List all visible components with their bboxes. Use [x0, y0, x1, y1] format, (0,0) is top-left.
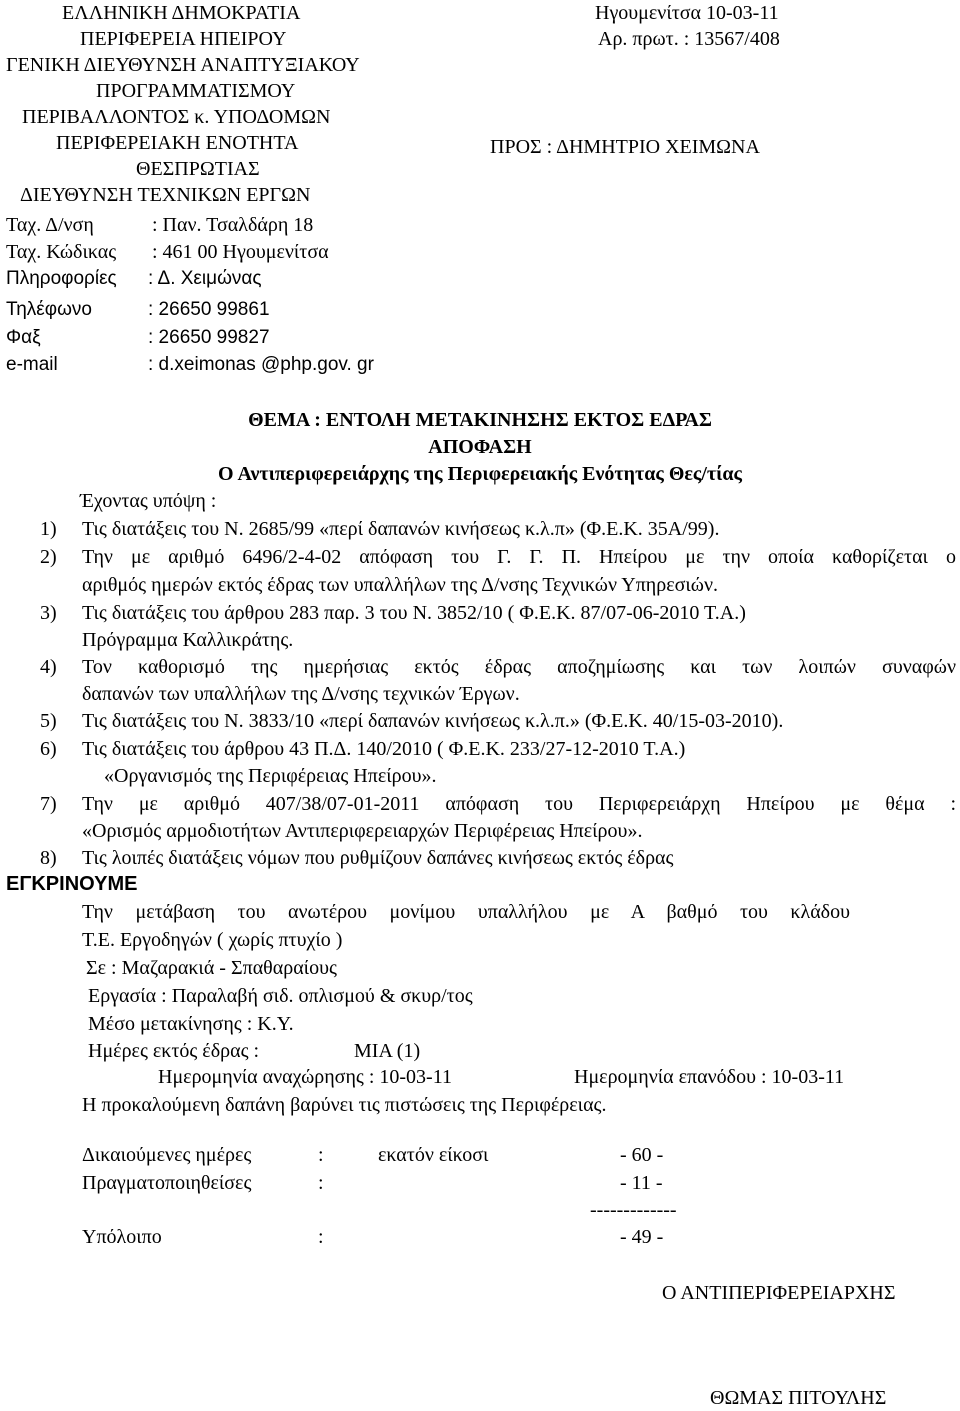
document-date: Ηγουμενίτσα 10-03-11 [595, 2, 779, 24]
contact-value: : 26650 99861 [148, 299, 270, 320]
decision-heading: ΑΠΟΦΑΣΗ [428, 436, 532, 458]
approve-heading: ΕΓΚΡΙΝΟΥΜΕ [6, 873, 138, 895]
contact-value: : Δ. Χειμώνας [148, 268, 262, 289]
item-number: 1) [40, 518, 57, 540]
item-number: 2) [40, 546, 57, 568]
remaining-days-value: - 49 - [620, 1226, 664, 1248]
tally-colon: : [318, 1226, 324, 1248]
days-away-label: Ημέρες εκτός έδρας : [88, 1040, 260, 1062]
item-number: 8) [40, 847, 57, 869]
tally-separator: ------------- [590, 1199, 677, 1221]
issuer-title: Ο Αντιπεριφερειάρχης της Περιφερειακής Ενότητας Θες/τίας [218, 463, 742, 485]
item-number: 6) [40, 738, 57, 760]
work-description: Εργασία : Παραλαβή σιδ. οπλισμού & σκυρ/τος [88, 985, 473, 1007]
approval-text: Τ.Ε. Εργοδηγών ( χωρίς πτυχίο ) [82, 929, 343, 951]
return-date: Ημερομηνία επανόδου : 10-03-11 [574, 1066, 845, 1088]
list-item: Τις διατάξεις του άρθρου 43 Π.Δ. 140/2010 ( Φ.Ε.Κ. 233/27-12-2010 Τ.Α.) [82, 738, 686, 760]
cost-note: Η προκαλούμενη δαπάνη βαρύνει τις πιστώσεις της Περιφέρειας. [82, 1094, 607, 1116]
issuer-line: ΔΙΕΥΘΥΝΣΗ ΤΕΧΝΙΚΩΝ ΕΡΓΩΝ [20, 184, 311, 206]
days-away-value: ΜΙΑ (1) [354, 1040, 421, 1062]
list-item: Την με αριθμό 6496/2-4-02 απόφαση του Γ. Γ. Π. Ηπείρου με την οποία καθορίζεται ο [82, 546, 956, 568]
considering-label: Έχοντας υπόψη : [80, 490, 217, 512]
issuer-line: ΓΕΝΙΚΗ ΔΙΕΥΘΥΝΣΗ ΑΝΑΠΤΥΞΙΑΚΟΥ [6, 54, 360, 76]
destination: Σε : Μαζαρακιά - Σπαθαραίους [86, 957, 337, 979]
signatory-title: Ο ΑΝΤΙΠΕΡΙΦΕΡΕΙΑΡΧΗΣ [662, 1282, 896, 1304]
contact-value: : 26650 99827 [148, 327, 270, 348]
approval-text: Την μετάβαση του ανωτέρου μονίμου υπαλλήλου με Α βαθμό του κλάδου [82, 901, 850, 923]
issuer-line: ΠΕΡΙΦΕΡΕΙΑΚΗ ΕΝΟΤΗΤΑ [56, 132, 299, 154]
list-item-continuation: Πρόγραμμα Καλλικράτης. [82, 629, 294, 651]
completed-days-value: - 11 - [620, 1172, 663, 1194]
list-item: Την με αριθμό 407/38/07-01-2011 απόφαση του Περιφερειάρχη Ηπείρου με θέμα : [82, 793, 956, 815]
remaining-days-label: Υπόλοιπο [82, 1226, 162, 1248]
issuer-line: ΠΡΟΓΡΑΜΜΑΤΙΣΜΟΥ [96, 80, 296, 102]
list-item-continuation: «Οργανισμός της Περιφέρειας Ηπείρου». [104, 765, 437, 787]
item-number: 4) [40, 656, 57, 678]
list-item: Τις διατάξεις του Ν. 3833/10 «περί δαπανών κινήσεως κ.λ.π.» (Φ.Ε.Κ. 40/15-03-2010). [82, 710, 784, 732]
departure-date: Ημερομηνία αναχώρησης : 10-03-11 [158, 1066, 452, 1088]
contact-label: Ταχ. Δ/νση [6, 214, 94, 236]
list-item-continuation: «Ορισμός αρμοδιοτήτων Αντιπεριφερειαρχών Περιφέρειας Ηπείρου». [82, 820, 643, 842]
justified-days-label: Δικαιούμενες ημέρες [82, 1144, 252, 1166]
contact-value: : d.xeimonas @php.gov. gr [148, 354, 374, 375]
list-item-continuation: δαπανών των υπαλλήλων της Δ/νσης τεχνικών Έργων. [82, 683, 520, 705]
item-number: 3) [40, 602, 57, 624]
justified-days-value: - 60 - [620, 1144, 664, 1166]
contact-label: Τηλέφωνο [6, 299, 92, 320]
item-number: 5) [40, 710, 57, 732]
protocol-number: Αρ. πρωτ. : 13567/408 [598, 28, 780, 50]
signatory-name: ΘΩΜΑΣ ΠΙΤΟΥΛΗΣ [710, 1387, 887, 1409]
contact-label: Πληροφορίες [6, 268, 117, 289]
list-item: Τις διατάξεις του Ν. 2685/99 «περί δαπανών κινήσεως κ.λ.π» (Φ.Ε.Κ. 35Α/99). [82, 518, 720, 540]
tally-colon: : [318, 1144, 324, 1166]
tally-colon: : [318, 1172, 324, 1194]
list-item-continuation: αριθμός ημερών εκτός έδρας των υπαλλήλων της Δ/νσης Τεχνικών Υπηρεσιών. [82, 574, 718, 596]
completed-days-label: Πραγματοποιηθείσες [82, 1172, 252, 1194]
list-item: Τις διατάξεις του άρθρου 283 παρ. 3 του Ν. 3852/10 ( Φ.Ε.Κ. 87/07-06-2010 Τ.Α.) [82, 602, 746, 624]
contact-label: Ταχ. Κώδικας [6, 241, 117, 263]
item-number: 7) [40, 793, 57, 815]
issuer-line: ΠΕΡΙΒΑΛΛΟΝΤΟΣ κ. ΥΠΟΔΟΜΩΝ [22, 106, 331, 128]
recipient: ΠΡΟΣ : ΔΗΜΗΤΡΙΟ ΧΕΙΜΩΝΑ [490, 136, 760, 158]
transport-means: Μέσο μετακίνησης : Κ.Υ. [88, 1013, 294, 1035]
subject-title: ΘΕΜΑ : ΕΝΤΟΛΗ ΜΕΤΑΚΙΝΗΣΗΣ ΕΚΤΟΣ ΕΔΡΑΣ [248, 409, 712, 431]
issuer-line: ΘΕΣΠΡΩΤΙΑΣ [136, 158, 260, 180]
contact-value: : 461 00 Ηγουμενίτσα [152, 241, 329, 263]
contact-label: Φαξ [6, 327, 41, 348]
justified-days-words: εκατόν είκοσι [378, 1144, 489, 1166]
list-item: Τις λοιπές διατάξεις νόμων που ρυθμίζουν δαπάνες κινήσεως εκτός έδρας [82, 847, 674, 869]
issuer-line: ΠΕΡΙΦΕΡΕΙΑ ΗΠΕΙΡΟΥ [80, 28, 287, 50]
contact-label: e-mail [6, 354, 58, 375]
issuer-line: ΕΛΛΗΝΙΚΗ ΔΗΜΟΚΡΑΤΙΑ [62, 2, 301, 24]
contact-value: : Παν. Τσαλδάρη 18 [152, 214, 314, 236]
list-item: Τον καθορισμό της ημερήσιας εκτός έδρας αποζημίωσης και των λοιπών συναφών [82, 656, 956, 678]
